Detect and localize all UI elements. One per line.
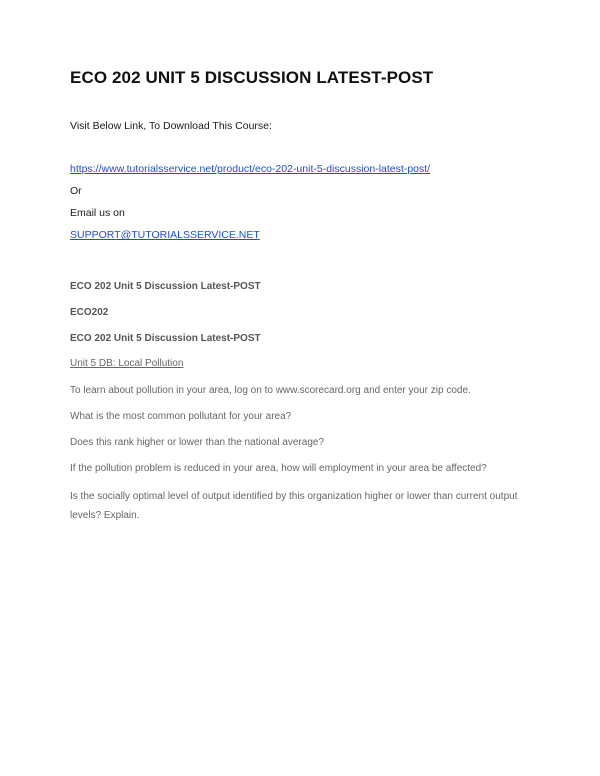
db-topic-link[interactable]: Unit 5 DB: Local Pollution: [70, 358, 184, 369]
email-label: Email us on: [70, 207, 125, 219]
content-heading-1: ECO 202 Unit 5 Discussion Latest-POST: [70, 281, 261, 292]
paragraph-5: Is the socially optimal level of output identified by this organization higher or lower than current output levels? Explain.: [70, 491, 518, 521]
course-code: ECO202: [70, 307, 109, 318]
paragraph-2: What is the most common pollutant for your area?: [70, 411, 292, 422]
content-heading-2: ECO 202 Unit 5 Discussion Latest-POST: [70, 333, 261, 344]
course-download-link[interactable]: https://www.tutorialsservice.net/product/eco-202-unit-5-discussion-latest-post/: [70, 163, 431, 175]
paragraph-3: Does this rank higher or lower than the national average?: [70, 437, 325, 448]
support-email-link[interactable]: SUPPORT@TUTORIALSSERVICE.NET: [70, 229, 260, 241]
document-title: ECO 202 UNIT 5 DISCUSSION LATEST-POST: [70, 68, 434, 87]
or-text: Or: [70, 185, 82, 197]
visit-text: Visit Below Link, To Download This Course:: [70, 120, 272, 132]
paragraph-1: To learn about pollution in your area, log on to www.scorecard.org and enter your zip code.: [70, 385, 471, 396]
paragraph-4: If the pollution problem is reduced in your area, how will employment in your area be affected?: [70, 463, 487, 474]
